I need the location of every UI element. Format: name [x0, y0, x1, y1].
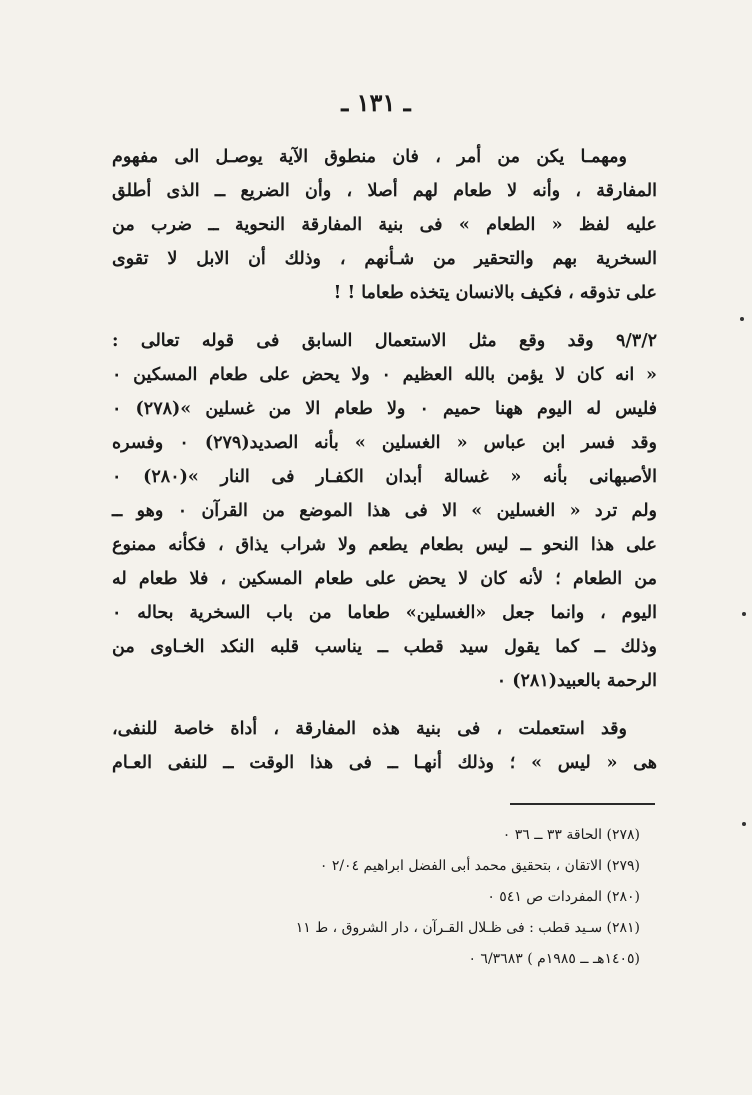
text-line: المفارقة ، وأنه لا طعام لهم أصلا ، وأن الضريع ــ الذى أطلق	[112, 181, 657, 201]
footnote-item: (٢٧٩) الاتقان ، بتحقيق محمد أبى الفضل ابراهيم ٢/٠٤ ٠	[319, 858, 640, 874]
scan-speck	[742, 612, 746, 616]
text-line: عليه لفظ « الطعام » فى بنية المفارقة النحوية ــ ضرب من	[112, 215, 657, 235]
text-line: هى « ليس » ؛ وذلك أنهـا ــ فى هذا الوقت ــ للنفى العـام	[112, 753, 657, 773]
text-line: من الطعام ؛ لأنه كان لا يحض على طعام المسكين ، فلا طعام له	[112, 569, 657, 589]
text-line: ٩/٣/٢ وقد وقع مثل الاستعمال السابق فى قوله تعالى :	[112, 331, 657, 351]
text-line: ولم ترد « الغسلين » الا فى هذا الموضع من القرآن ٠ وهو ــ	[112, 501, 657, 521]
text-line: وقد استعملت ، فى بنية هذه المفارقة ، أداة خاصة للنفى،	[112, 719, 627, 739]
footnote-item: (٢٨٠) المفردات ص ٥٤١ ٠	[487, 889, 640, 905]
footnote-item: (٢٧٨) الحاقة ٣٣ ــ ٣٦ ٠	[502, 827, 640, 843]
footnote-divider	[510, 803, 655, 805]
main-text	[112, 140, 657, 794]
text-line: على تذوقه ، فكيف بالانسان يتخذه طعاما ! !	[333, 283, 657, 303]
text-line: السخرية بهم والتحقير من شـأنهم ، وذلك أن الابل لا تقوى	[112, 249, 657, 269]
text-line: فليس له اليوم ههنا حميم ٠ ولا طعام الا من غسلين »(٢٧٨) ٠	[112, 399, 657, 419]
text-line: الرحمة بالعبيد(٢٨١) ٠	[496, 671, 657, 691]
scan-speck	[740, 317, 744, 321]
text-line: وقد فسر ابن عباس « الغسلين » بأنه الصديد(٢٧٩) ٠ وفسره	[112, 433, 657, 453]
text-line: وذلك ــ كما يقول سيد قطب ــ يناسب قلبه النكد الخـاوى من	[112, 637, 657, 657]
text-line: على هذا النحو ــ ليس بطعام يطعم ولا شراب يذاق ، فكأنه ممنوع	[112, 535, 657, 555]
footnotes	[150, 820, 640, 975]
footnote-item: (١٤٠٥هـ ــ ١٩٨٥م ) ٦/٣٦٨٣ ٠	[468, 951, 640, 967]
footnote-item: (٢٨١) سـيد قطب : فى ظـلال القـرآن ، دار الشروق ، ط ١١	[295, 920, 640, 936]
text-line: اليوم ، وانما جعل «الغسلين» طعاما من باب السخرية بحاله ٠	[112, 603, 657, 623]
paragraph-2	[112, 324, 657, 698]
text-line: ومهمـا يكن من أمر ، فان منطوق الآية يوصـل الى مفهوم	[112, 147, 627, 167]
scan-speck	[742, 822, 746, 826]
text-line: الأصبهانى بأنه « غسالة أبدان الكفـار فى النار »(٢٨٠) ٠	[112, 467, 658, 487]
text-line: « انه كان لا يؤمن بالله العظيم ٠ ولا يحض على طعام المسكين ٠	[112, 365, 657, 385]
page-number: ـ ١٣١ ـ	[341, 88, 411, 117]
paragraph-1	[112, 140, 657, 310]
paragraph-3	[112, 712, 657, 780]
